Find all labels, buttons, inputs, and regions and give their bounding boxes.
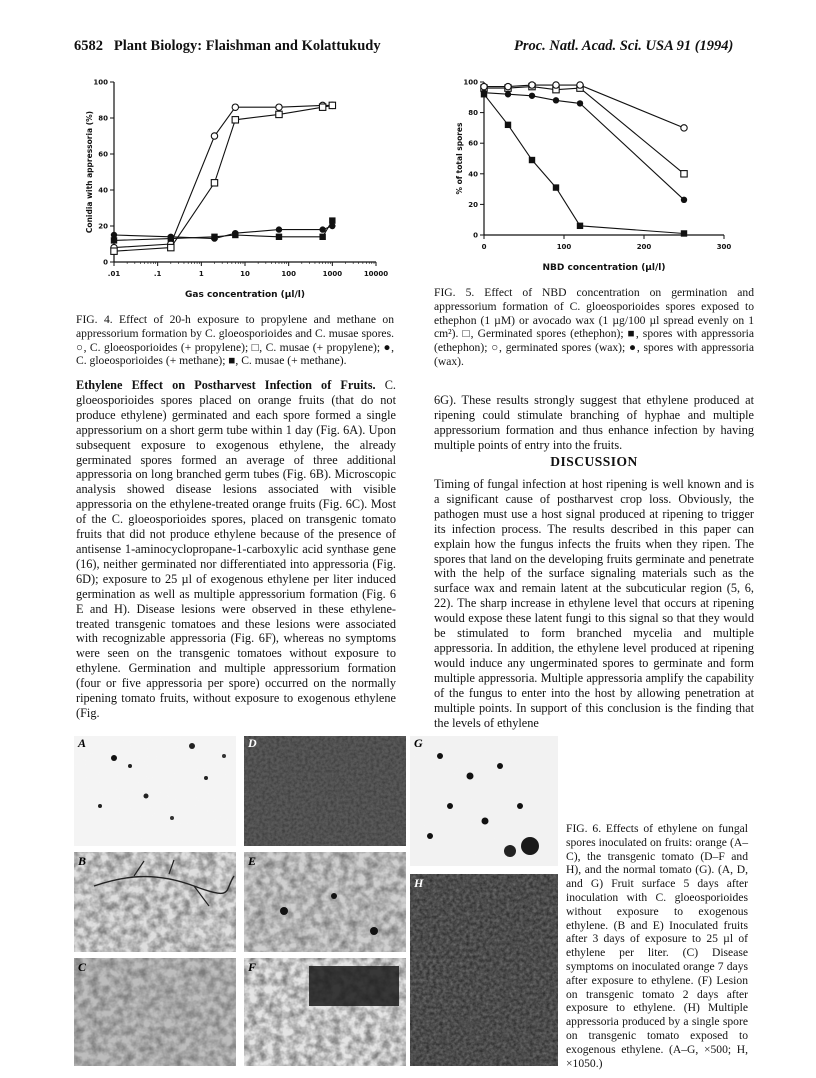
panel-label-h: H [414,876,424,890]
data-point [577,82,583,88]
series-4 [111,217,336,243]
series-1 [111,102,336,251]
panel-label-g: G [414,736,423,750]
figure-5-chart [432,70,742,280]
figure-4 [74,70,394,310]
photo-panel-f [244,958,406,1066]
y-tick-label: 60 [98,150,108,159]
figure-6-caption: FIG. 6. Effects of ethylene on fungal spores inoculated on fruits: orange (A–C), the transgenic tomato (D–F and H), and the normal tomato (G). (A, D, and G) Fruit surface 5 days after inoculation with C. gloeosporioides without exposure to exogenous ethylene. (B and E) Inoculated fruits after 3 days of exposure to 25 µl of ethylene per liter. (C) Disease symptoms on inoculated orange 7 days after exposure to ethylene. (F) Lesion on transgenic tomato 2 days after exposure to ethylene. (H) Multiple appressoria produced by a single spore on transgenic tomato exposed to exogenous ethylene. (A–G, ×500; H, ×1050.) [566,822,748,1070]
y-axis-label: Conidia with appressoria (%) [85,110,94,234]
photo-panel-b [74,852,236,952]
data-point [232,117,238,123]
discussion-heading: DISCUSSION [550,454,638,469]
data-point [111,237,117,243]
data-point [681,171,687,177]
panel-label-e: E [248,854,257,868]
series-4 [481,90,687,204]
data-point [211,180,217,186]
x-tick-label: 100 [281,270,296,278]
series-line [114,221,332,241]
photo-panel-e [244,852,406,952]
figure-4-chart [74,70,394,310]
y-tick-label: 100 [93,78,108,87]
x-tick-label: 0 [481,243,487,251]
panel-label-c: C [78,960,87,974]
x-axis-label: NBD concentration (µl/l) [542,263,666,273]
figure-6-right-photos [410,736,560,1066]
data-point [681,230,687,236]
panel-label-f: F [248,960,257,974]
series-2 [111,102,336,254]
series-line [114,105,332,247]
data-point [529,82,535,88]
data-point [505,122,511,128]
data-point [577,100,583,106]
x-tick-label: 10 [240,270,250,278]
running-title-left: Plant Biology: Flaishman and Kolattukudy [113,38,381,54]
data-point [505,83,511,89]
figure-4-caption: FIG. 4. Effect of 20-h exposure to propylene and methane on appressorium formation by C. gloeosporioides and C. musae spores. ○, C. gloeosporioides (+ propylene); □, C. musae (+ propylene); ●, C. gloeosporioides (+ methane); ■, C. musae (+ methane). [76,313,394,368]
y-tick-label: 80 [98,114,108,123]
y-tick-label: 100 [463,78,478,87]
y-tick-label: 60 [468,139,478,148]
y-tick-label: 40 [98,186,108,195]
left-column-text [76,378,396,721]
data-point [481,83,487,89]
data-point [232,232,238,238]
series-line [484,87,684,174]
running-title-right: Proc. Natl. Acad. Sci. USA 91 (1994) [514,38,734,54]
data-point [553,97,559,103]
series-2 [481,91,687,237]
x-tick-label: 1 [198,270,204,278]
data-point [319,226,325,232]
data-point [276,234,282,240]
data-point [529,157,535,163]
series-line [484,93,684,200]
x-tick-label: 10000 [363,270,389,278]
data-point [211,133,217,139]
x-tick-label: .01 [107,270,121,278]
section-heading-ethylene-effect: Ethylene Effect on Postharvest Infection of Fruits. [76,378,376,392]
data-point [276,104,282,110]
panel-label-a: A [78,736,87,750]
data-point [276,111,282,117]
data-point [319,104,325,110]
photo-panel-a [74,736,236,846]
panel-label-b: B [78,854,87,868]
discussion-body: Timing of fungal infection at host ripening is well known and is a significant cause of postharvest crop loss. Obviously, the pathogen must use a host signal produced at ripening to trigger its infection process. The results described in this paper can explain how the fungus infects the fruits when they ripen. The spores that land on the developing fruits germinate and penetrate with the help of the surface signaling materials such as the surface wax and remain latent at the subcuticular region (5, 6, 22). The sharp increase in ethylene level that occurs at ripening would expose these latent fungi to this signal so that they would be stimulated to form branched mycelia and multiple appressoria. In addition, the ethylene level produced at ripening would induce any ungerminated spores to germinate and form multiple appressoria. Multiple appressoria amplify the capability of the fungus to enter into the host by allowing penetration at multiple points. In support of this conclusion is the finding that the levels of ethylene [434,477,754,730]
data-point [329,102,335,108]
data-point [681,125,687,131]
data-point [529,93,535,99]
y-tick-label: 0 [473,231,478,240]
data-point [168,235,174,241]
data-point [505,91,511,97]
data-point [319,234,325,240]
data-point [481,90,487,96]
x-tick-label: 1000 [322,270,343,278]
page-number: 6582 [74,38,103,54]
data-point [276,226,282,232]
y-tick-label: 20 [468,200,478,209]
figure-5 [432,70,742,280]
photo-panel-d [244,736,406,846]
figure-6-left-photos [74,736,414,1066]
data-point [577,223,583,229]
photo-panel-h [410,874,558,1066]
x-axis-label: Gas concentration (µl/l) [185,290,305,300]
data-point [329,217,335,223]
photo-panel-g [410,736,558,866]
x-tick-label: .1 [153,270,162,278]
page-header-left [74,38,381,55]
x-tick-label: 100 [556,243,572,251]
y-tick-label: 80 [468,109,478,118]
y-tick-label: 40 [468,170,478,179]
left-body-paragraph: C. gloeosporioides spores placed on orange fruits (that do not produce ethylene) germinated and each spore formed a single appressorium on a short germ tube within 1 day (Fig. 6A). Upon subsequent exposure to exogenous ethylene, the already germinated spores formed an average of three additional appressoria on long branched germ tubes (Fig. 6B). Microscopic analysis showed disease lesions associated with visible appressoria on the ethylene-treated orange fruits (Fig. 6C). Most of the C. gloeosporioides spores, placed on transgenic tomato fruits that did not produce ethylene because of the presence of antisense 1-aminocyclopropane-1-carboxylic acid synthase gene (16), neither germinated nor differentiated into appressoria (Fig. 6D); exposure to 25 µl of exogenous ethylene per liter induced germination as well as multiple appressorium formation (Fig. 6 E and H). Disease lesions were observed in these ethylene-treated transgenic tomatoes and these lesions were associated with recognizable appressoria (Fig. 6F), whereas no symptoms were seen on the transgenic tomatoes without exposure to ethylene. Germination and multiple appressorium formation (four or five appressoria per spore) occurred on the normally ripening tomato fruits, without exposure to exogenous ethylene (Fig. [76,378,396,720]
data-point [211,234,217,240]
panel-label-d: D [248,736,257,750]
data-point [168,244,174,250]
photo-panel-c [74,958,236,1066]
x-tick-label: 300 [716,243,732,251]
y-tick-label: 0 [103,258,108,267]
y-axis-label: % of total spores [455,122,464,195]
data-point [232,104,238,110]
data-point [553,82,559,88]
x-tick-label: 200 [636,243,652,251]
data-point [111,248,117,254]
right-continuation-text: 6G). These results strongly suggest that ethylene produced at ripening could stimulate branching of hyphae and multiple appressorium formation and thus enhance infection by having multiple points of entry into the fruits. [434,393,754,452]
data-point [681,197,687,203]
y-tick-label: 20 [98,222,108,231]
figure-5-caption: FIG. 5. Effect of NBD concentration on germination and appressorium formation of C. gloeosporioides spores exposed to ethephon (1 µM) or avocado wax (1 µg/100 µl spread evenly on 1 cm²). □, Germinated spores (ethephon); ■, spores with appressoria (ethephon); ○, germinated spores (wax); ●, spores with appressoria (wax). [434,286,754,368]
data-point [553,184,559,190]
